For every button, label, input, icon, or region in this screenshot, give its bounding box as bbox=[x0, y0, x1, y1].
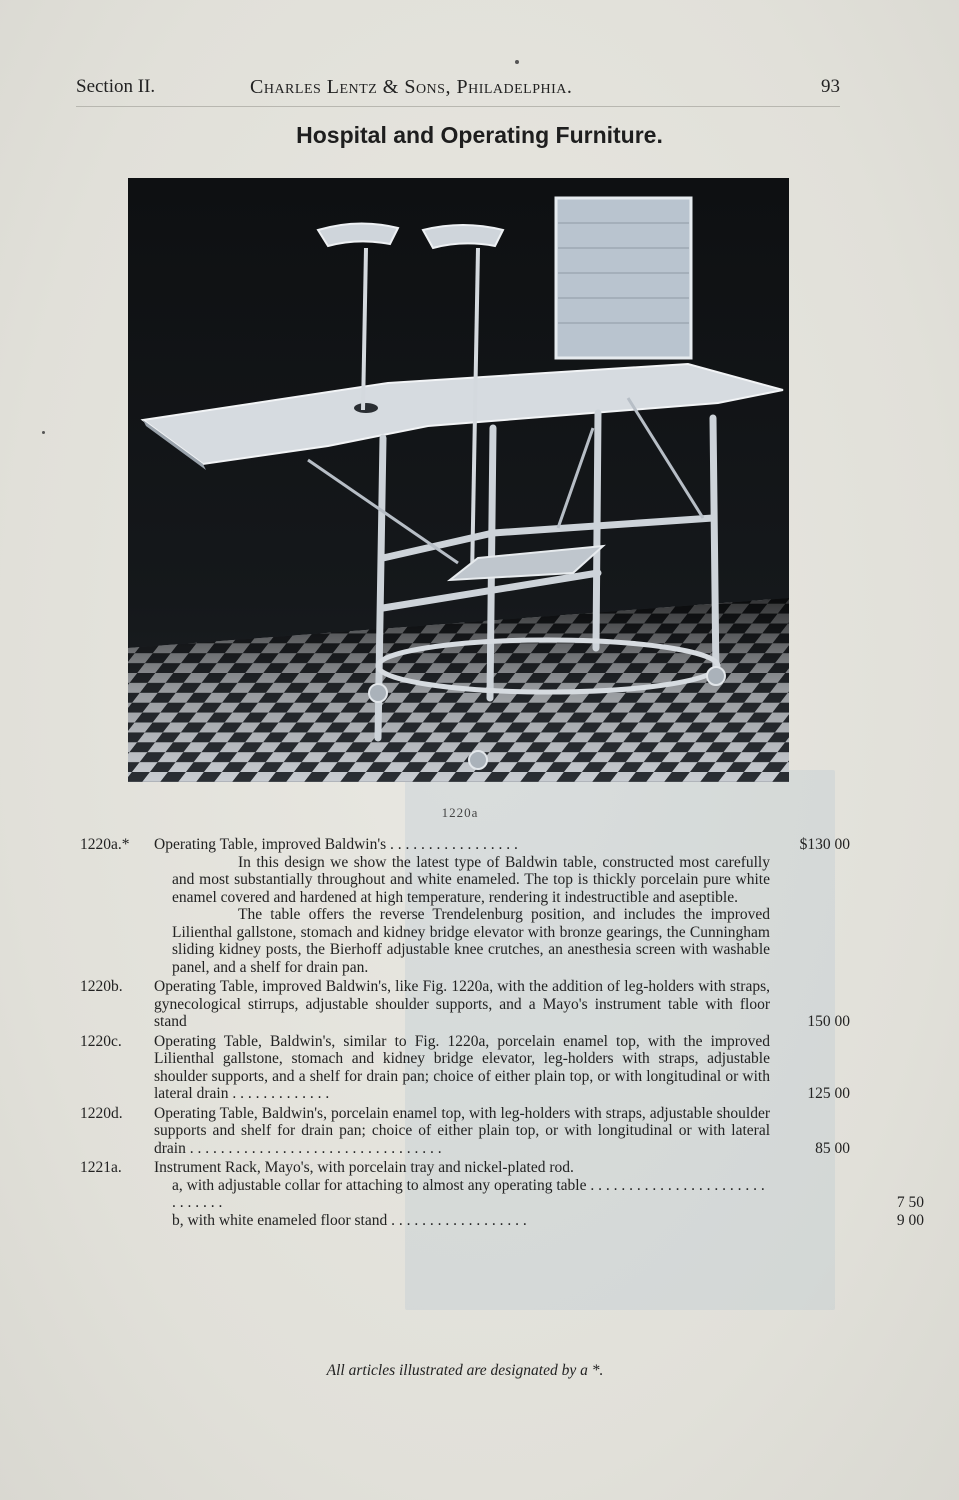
entry-price: 125 00 bbox=[807, 1085, 850, 1102]
page-title: Hospital and Operating Furniture. bbox=[296, 122, 663, 148]
header-rule bbox=[76, 106, 840, 107]
sub-entry-text: a, with adjustable collar for attaching to almost any operating table . . . . . . . . . . . . . . . . . . . . . . . . . . . . . . bbox=[172, 1176, 765, 1211]
sub-entry-text: b, with white enameled floor stand . . . . . . . . . . . . . . . . . . bbox=[172, 1211, 527, 1229]
header-section: Section II. bbox=[76, 76, 156, 97]
entry-description: Instrument Rack, Mayo's, with porcelain tray and nickel-plated rod. bbox=[154, 1159, 574, 1176]
operating-table-photo bbox=[128, 178, 789, 782]
page-number: 93 bbox=[821, 76, 840, 97]
entry-1220c bbox=[80, 1033, 850, 1103]
entry-1220b bbox=[80, 978, 850, 1031]
figure-caption: 1220a bbox=[441, 805, 479, 820]
entry-code: 1220d. bbox=[80, 1104, 123, 1122]
operating-table-illustration bbox=[128, 178, 789, 782]
entry-price: $130 00 bbox=[799, 836, 850, 853]
entry-price: 150 00 bbox=[807, 1013, 850, 1030]
paper-speck bbox=[515, 60, 519, 64]
entry-paragraph: The table offers the reverse Trendelenburg position, and includes the improved Lilienthal gallstone, stomach and kidney bridge elevator with bronze gearings, the Cunningham sliding kidney posts, the Bierhoff adjustable knee crutches, an anesthesia screen with washable panel, and a shelf for drain pan. bbox=[172, 906, 770, 976]
entry-code: 1220a.* bbox=[80, 836, 130, 853]
price-list bbox=[80, 836, 924, 1231]
entry-1220d bbox=[80, 1105, 850, 1158]
sub-entry-b bbox=[154, 1211, 924, 1230]
entry-1221a bbox=[80, 1159, 924, 1229]
entry-price: 85 00 bbox=[815, 1139, 850, 1157]
entry-description bbox=[154, 978, 770, 1031]
entry-1220a bbox=[80, 836, 850, 976]
entry-paragraph: In this design we show the latest type of Baldwin table, constructed most carefully and most substantially throughout and white enameled. The top is thickly porcelain pure white enamel covered and hardened at high temperature, rendering it indestructible and aseptible. bbox=[172, 853, 770, 906]
entry-code: 1220c. bbox=[80, 1032, 122, 1050]
entry-description: Operating Table, improved Baldwin's . . . . . . . . . . . . . . . . . bbox=[154, 836, 518, 853]
entry-description: Operating Table, Baldwin's, similar to Fig. 1220a, porcelain enamel top, with the improved Lilienthal gallstone, stomach and kidney bridge elevator, leg-holders with straps, adjustable shoulder supports, and a shelf for drain pan; choice of either plain top, or with longitudinal or with lateral drain . . . . . . . . . . . . . bbox=[154, 1032, 770, 1102]
sub-entry-a bbox=[154, 1176, 924, 1212]
paper-speck bbox=[42, 431, 45, 434]
entry-description: Operating Table, Baldwin's, porcelain enamel top, with leg-holders with straps, adjustable shoulder supports and shelf for drain pan; choice of either plain top, or with longitudinal or with lateral drain . . . . . . . . . . . . . . . . . . . . . . . . . . . . . . . . . bbox=[154, 1104, 770, 1157]
entry-code: 1221a. bbox=[80, 1159, 122, 1176]
entry-code: 1220b. bbox=[80, 978, 123, 995]
sub-entry-price: 9 00 bbox=[896, 1211, 924, 1229]
footer-note: All articles illustrated are designated by a *. bbox=[326, 1362, 604, 1379]
header-firm: Charles Lentz & Sons, Philadelphia. bbox=[250, 76, 573, 98]
entry-description-text: Operating Table, improved Baldwin's, like Fig. 1220a, with the addition of leg-holders with straps, gynecological stirrups, adjustable shoulder supports, and a Mayo's instrument table with floor stand bbox=[154, 978, 770, 1030]
running-header bbox=[76, 76, 840, 106]
sub-entry-price: 7 50 bbox=[896, 1194, 924, 1211]
